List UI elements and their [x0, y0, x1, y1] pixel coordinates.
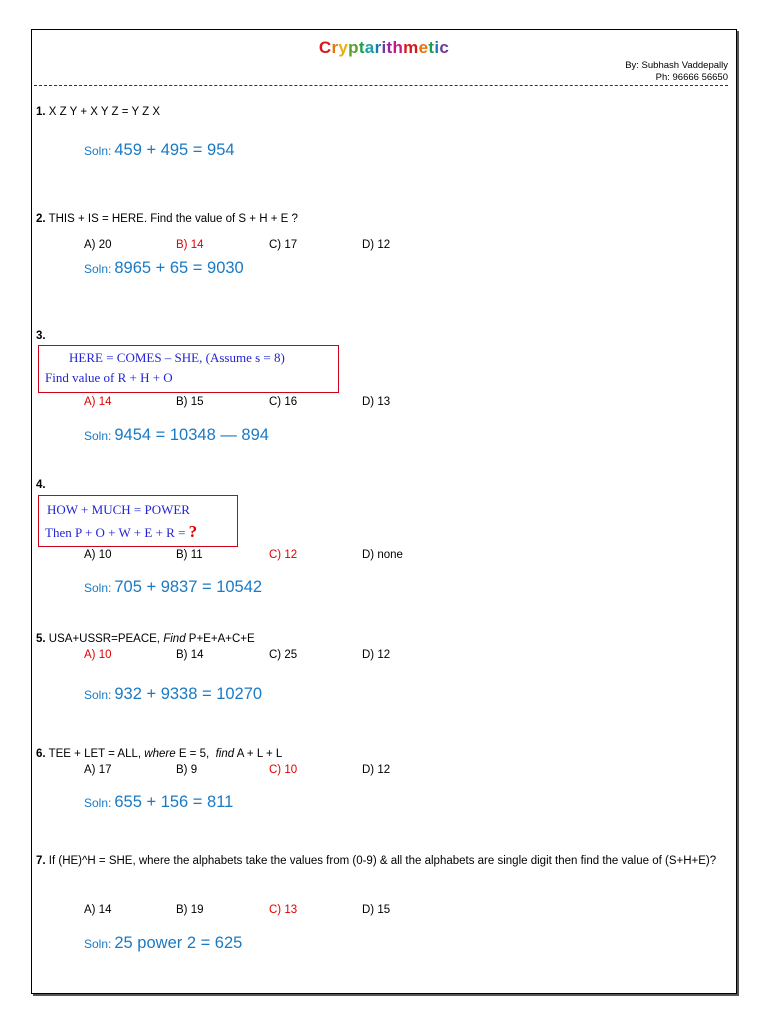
question-text: E = 5, — [178, 748, 210, 760]
option-c: C) 17 — [269, 239, 298, 251]
box-line-2: Then P + O + W + E + R = — [45, 525, 186, 540]
soln-equation: 705 + 9837 = 10542 — [114, 578, 263, 596]
option-b: B) 15 — [176, 396, 204, 408]
option-c: C) 10 — [269, 764, 298, 776]
question-number: 6. — [36, 748, 46, 760]
title-letter: t — [386, 38, 393, 57]
question-text: P+E+A+C+E — [188, 633, 255, 645]
question-7 — [36, 853, 742, 869]
title-letter: h — [392, 38, 404, 57]
question-text: A + L + L — [236, 748, 283, 760]
question-text-italic: find — [215, 748, 235, 760]
option-c: C) 13 — [269, 904, 298, 916]
option-a: A) 10 — [84, 549, 112, 561]
title-letter: e — [418, 38, 429, 57]
soln-equation: 25 power 2 = 625 — [114, 934, 243, 952]
title-letter: C — [318, 38, 332, 57]
option-d: D) 12 — [362, 649, 391, 661]
soln-label: Soln: — [84, 262, 112, 276]
title-letter: c — [439, 38, 450, 57]
options-2 — [84, 239, 484, 255]
title-letter: p — [348, 38, 359, 57]
title-letter: i — [381, 38, 387, 57]
title-letter: r — [331, 38, 339, 57]
soln-equation: 9454 = 10348 — 894 — [114, 426, 269, 444]
title-letter: y — [338, 38, 349, 57]
option-d: D) 13 — [362, 396, 391, 408]
option-a: A) 14 — [84, 396, 112, 408]
question-number: 4. — [36, 479, 46, 491]
title-letter: i — [434, 38, 440, 57]
soln-label: Soln: — [84, 581, 112, 595]
option-b: B) 9 — [176, 764, 198, 776]
soln-equation: 655 + 156 = 811 — [114, 793, 234, 811]
title-letter: t — [428, 38, 435, 57]
option-b: B) 11 — [176, 549, 203, 561]
question-4 — [36, 477, 46, 493]
question-text: TEE + LET = ALL, — [48, 748, 142, 760]
options-6 — [84, 764, 484, 780]
title-letter: t — [358, 38, 365, 57]
solution-5 — [84, 685, 262, 704]
question-number: 7. — [36, 855, 46, 867]
question-number: 1. — [36, 106, 46, 118]
option-d: D) 12 — [362, 239, 391, 251]
box-line-1: HOW + MUCH = POWER — [47, 502, 190, 517]
title-letter: a — [364, 38, 375, 57]
solution-2 — [84, 259, 244, 278]
question-1 — [36, 104, 160, 120]
solution-4 — [84, 578, 262, 597]
solution-6 — [84, 793, 233, 812]
option-a: A) 14 — [84, 904, 112, 916]
soln-equation: 8965 + 65 = 9030 — [114, 259, 244, 277]
option-a: A) 10 — [84, 649, 112, 661]
question-text-italic: Find — [163, 633, 186, 645]
soln-equation: 932 + 9338 = 10270 — [114, 685, 263, 703]
option-a: A) 17 — [84, 764, 112, 776]
options-4 — [84, 549, 484, 565]
soln-equation: 459 + 495 = 954 — [114, 141, 235, 159]
soln-label: Soln: — [84, 429, 112, 443]
question-mark: ? — [188, 522, 198, 541]
question-number: 5. — [36, 633, 46, 645]
byline — [625, 60, 728, 84]
option-a: A) 20 — [84, 239, 112, 251]
option-c: C) 25 — [269, 649, 298, 661]
soln-label: Soln: — [84, 688, 112, 702]
worksheet-page — [31, 29, 737, 994]
option-d: D) 15 — [362, 904, 391, 916]
options-3 — [84, 396, 484, 412]
question-5 — [36, 631, 255, 647]
dashed-separator — [34, 85, 728, 86]
question-6 — [36, 746, 282, 762]
question-4-box — [38, 495, 238, 547]
option-d: D) 12 — [362, 764, 391, 776]
question-text: X Z Y + X Y Z = Y Z X — [48, 106, 161, 118]
solution-7 — [84, 934, 242, 953]
author: By: Subhash Vaddepally — [625, 60, 728, 71]
solution-3 — [84, 426, 269, 445]
question-text: If (HE)^H = SHE, where the alphabets take the values from (0-9) & all the alphabets are single digit then find the value of (S+H+E)? — [48, 855, 717, 867]
option-b: B) 19 — [176, 904, 204, 916]
option-b: B) 14 — [176, 649, 204, 661]
option-c: C) 12 — [269, 549, 298, 561]
question-3-box — [38, 345, 339, 393]
solution-1 — [84, 141, 235, 160]
option-c: C) 16 — [269, 396, 298, 408]
box-line-1: HERE = COMES – SHE, (Assume s = 8) — [69, 350, 285, 365]
title-letter: m — [403, 38, 419, 57]
question-text-italic: where — [144, 748, 176, 760]
question-text: THIS + IS = HERE. Find the value of S + H + E ? — [48, 213, 298, 225]
title-letter: r — [374, 38, 382, 57]
question-number: 3. — [36, 330, 46, 342]
options-5 — [84, 649, 484, 665]
option-b: B) 14 — [176, 239, 204, 251]
phone: Ph: 96666 56650 — [655, 72, 728, 83]
soln-label: Soln: — [84, 144, 112, 158]
question-number: 2. — [36, 213, 46, 225]
soln-label: Soln: — [84, 796, 112, 810]
box-line-2: Find value of R + H + O — [45, 370, 173, 385]
question-text: USA+USSR=PEACE, — [48, 633, 161, 645]
question-2 — [36, 211, 298, 227]
question-3 — [36, 328, 46, 344]
worksheet-title — [32, 38, 736, 58]
option-d: D) none — [362, 549, 403, 561]
soln-label: Soln: — [84, 937, 112, 951]
options-7 — [84, 904, 484, 920]
